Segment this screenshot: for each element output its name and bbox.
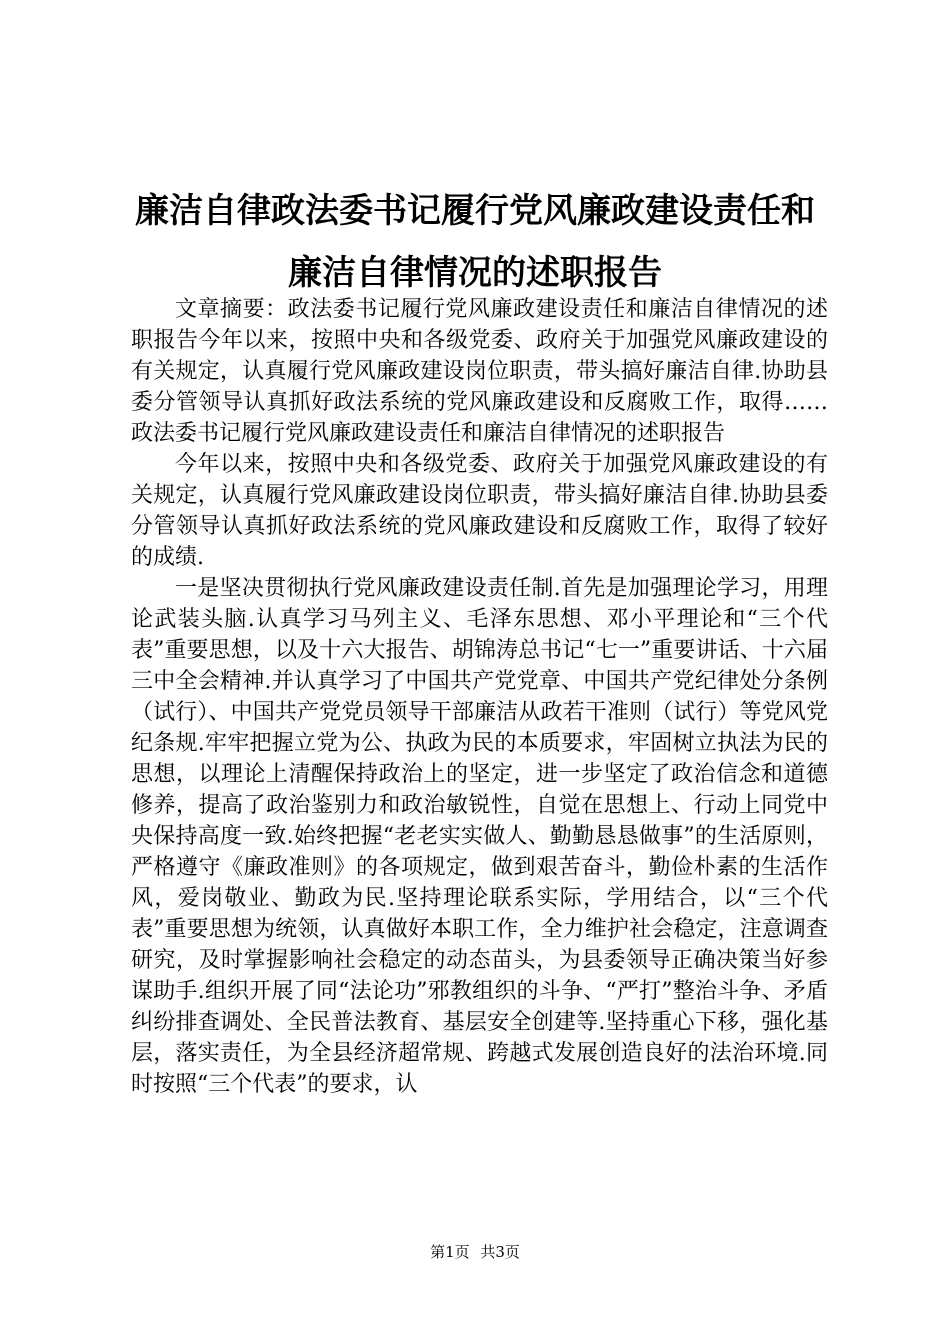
- page-total: 共3页: [480, 1243, 520, 1261]
- page-number: 第1页: [430, 1243, 470, 1261]
- paragraph-intro: 今年以来，按照中央和各级党委、政府关于加强党风廉政建设的有关规定，认真履行党风廉政建设岗位职责，带头搞好廉洁自律.协助县委分管领导认真抓好政法系统的党风廉政建设和反腐败工作，取得了较好的成绩.: [131, 452, 828, 570]
- document-title: 廉洁自律政法委书记履行党风廉政建设责任和廉洁自律情况的述职报告: [135, 191, 815, 293]
- page-footer: [0, 1242, 950, 1262]
- document-body: [131, 294, 828, 1100]
- paragraph-section-one: 一是坚决贯彻执行党风廉政建设责任制.首先是加强理论学习，用理论武装头脑.认真学习马列主义、毛泽东思想、邓小平理论和“三个代表”重要思想，以及十六大报告、胡锦涛总书记“七一”重要讲话、十六届三中全会精神.并认真学习了中国共产党党章、中国共产党纪律处分条例（试行）、中国共产党党员领导干部廉洁从政若干准则（试行）等党风党纪条规.牢牢把握立党为公、执政为民的本质要求，牢固树立执法为民的思想，以理论上清醒保持政治上的坚定，进一步坚定了政治信念和道德修养，提高了政治鉴别力和政治敏锐性，自觉在思想上、行动上同党中央保持高度一致.始终把握“老老实实做人、勤勤恳恳做事”的生活原则，严格遵守《廉政准则》的各项规定，做到艰苦奋斗，勤俭朴素的生活作风，爱岗敬业、勤政为民.坚持理论联系实际，学用结合，以“三个代表”重要思想为统领，认真做好本职工作，全力维护社会稳定，注意调查研究，及时掌握影响社会稳定的动态苗头，为县委领导正确决策当好参谋助手.组织开展了同“法论功”邪教组织的斗争、“严打”整治斗争、矛盾纠纷排查调处、全民普法教育、基层安全创建等.坚持重心下移，强化基层，落实责任，为全县经济超常规、跨越式发展创造良好的法治环境.同时按照“三个代表”的要求，认: [131, 576, 828, 1097]
- paragraph-abstract: 文章摘要：政法委书记履行党风廉政建设责任和廉洁自律情况的述职报告今年以来，按照中央和各级党委、政府关于加强党风廉政建设的有关规定，认真履行党风廉政建设岗位职责，带头搞好廉洁自律.协助县委分管领导认真抓好政法系统的党风廉政建设和反腐败工作，取得……政法委书记履行党风廉政建设责任和廉洁自律情况的述职报告: [131, 297, 828, 446]
